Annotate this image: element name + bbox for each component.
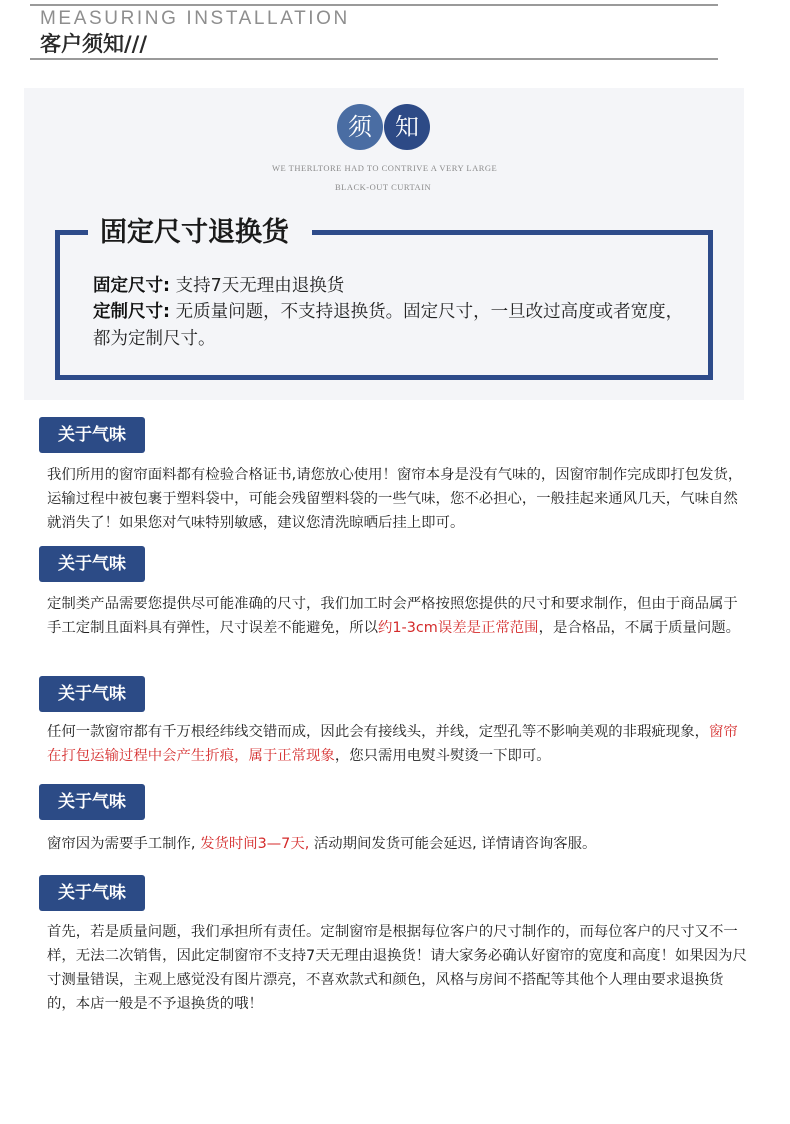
text-run: 首先，若是质量问题，我们承担所有责任。定制窗帘是根据每位客户的尺寸制作的，而每位客户的尺寸又不一样，无法二次销售，因此定制窗帘不支持7天无理由退换货！请大家务必确认好窗帘的宽度和高度！如果因为尺寸测量错误，主观上感觉没有图片漂亮，不喜欢款式和颜色，风格与房间不搭配等其他个人理由要求退换货的，本店一般是不予退换货的哦！: [47, 924, 747, 1012]
fixed-size-label: 固定尺寸:: [93, 276, 170, 296]
section-badge-1: 关于气味: [39, 417, 145, 453]
section-text-4: [47, 832, 747, 856]
notice-tagline-line1: WE THERLTORE HAD TO CONTRIVE A VERY LARGE: [272, 163, 498, 173]
notice-circle-right: 知: [384, 104, 430, 150]
section-text-2: [47, 592, 747, 640]
return-policy-title: 固定尺寸退换货: [100, 217, 289, 248]
section-badge-3: 关于气味: [39, 676, 145, 712]
text-run: 定制类产品需要您提供尽可能准确的尺寸，我们加工时会严格按照您提供的尺寸和要求制作，但由于商品属于手工定制且面料具有弹性，尺寸误差不能避免，所以: [47, 596, 738, 636]
custom-size-policy: [93, 299, 693, 353]
section-text-5: [47, 920, 747, 1016]
text-run: 活动期间发货可能会延迟, 详情请咨询客服。: [309, 836, 597, 852]
text-run: ，是合格品，不属于质量问题。: [538, 620, 741, 636]
section-text-3: [47, 720, 747, 768]
fixed-size-policy: [93, 273, 693, 300]
highlight-text: 窗帘在打包运输过程中会产生折痕，属于正常现象: [47, 724, 738, 764]
section-badge-2: 关于气味: [39, 546, 145, 582]
text-run: ，您只需用电熨斗熨烫一下即可。: [334, 748, 551, 764]
text-run: 任何一款窗帘都有千万根经纬线交错而成，因此会有接线头，并线，定型孔等不影响美观的非瑕疵现象，: [47, 724, 709, 740]
custom-size-text: 无质量问题，不支持退换货。固定尺寸，一旦改过高度或者宽度，都为定制尺寸。: [93, 302, 684, 349]
highlight-text: 约1-3cm误差是正常范围: [378, 620, 539, 636]
header-bottom-rule: [30, 58, 718, 60]
section-badge-4: 关于气味: [39, 784, 145, 820]
custom-size-label: 定制尺寸:: [93, 302, 170, 322]
text-run: 我们所用的窗帘面料都有检验合格证书,请您放心使用！窗帘本身是没有气味的，因窗帘制作完成即打包发货，运输过程中被包裹于塑料袋中，可能会残留塑料袋的一些气味，您不必担心，一般挂起来通风几天，气味自然就消失了！如果您对气味特别敏感，建议您清洗晾晒后挂上即可。: [47, 467, 743, 531]
notice-circle-left: 须: [337, 104, 383, 150]
section-text-1: [47, 463, 747, 535]
header-subtitle: MEASURING INSTALLATION: [40, 8, 350, 29]
header-top-rule: [30, 4, 718, 6]
notice-tagline-line2: BLACK-OUT CURTAIN: [335, 182, 432, 192]
fixed-size-text: 支持7天无理由退换货: [175, 276, 345, 296]
section-badge-5: 关于气味: [39, 875, 145, 911]
text-run: 窗帘因为需要手工制作,: [47, 836, 201, 852]
highlight-text: 发货时间3—7天,: [200, 836, 310, 852]
page-title: 客户须知///: [40, 32, 148, 56]
